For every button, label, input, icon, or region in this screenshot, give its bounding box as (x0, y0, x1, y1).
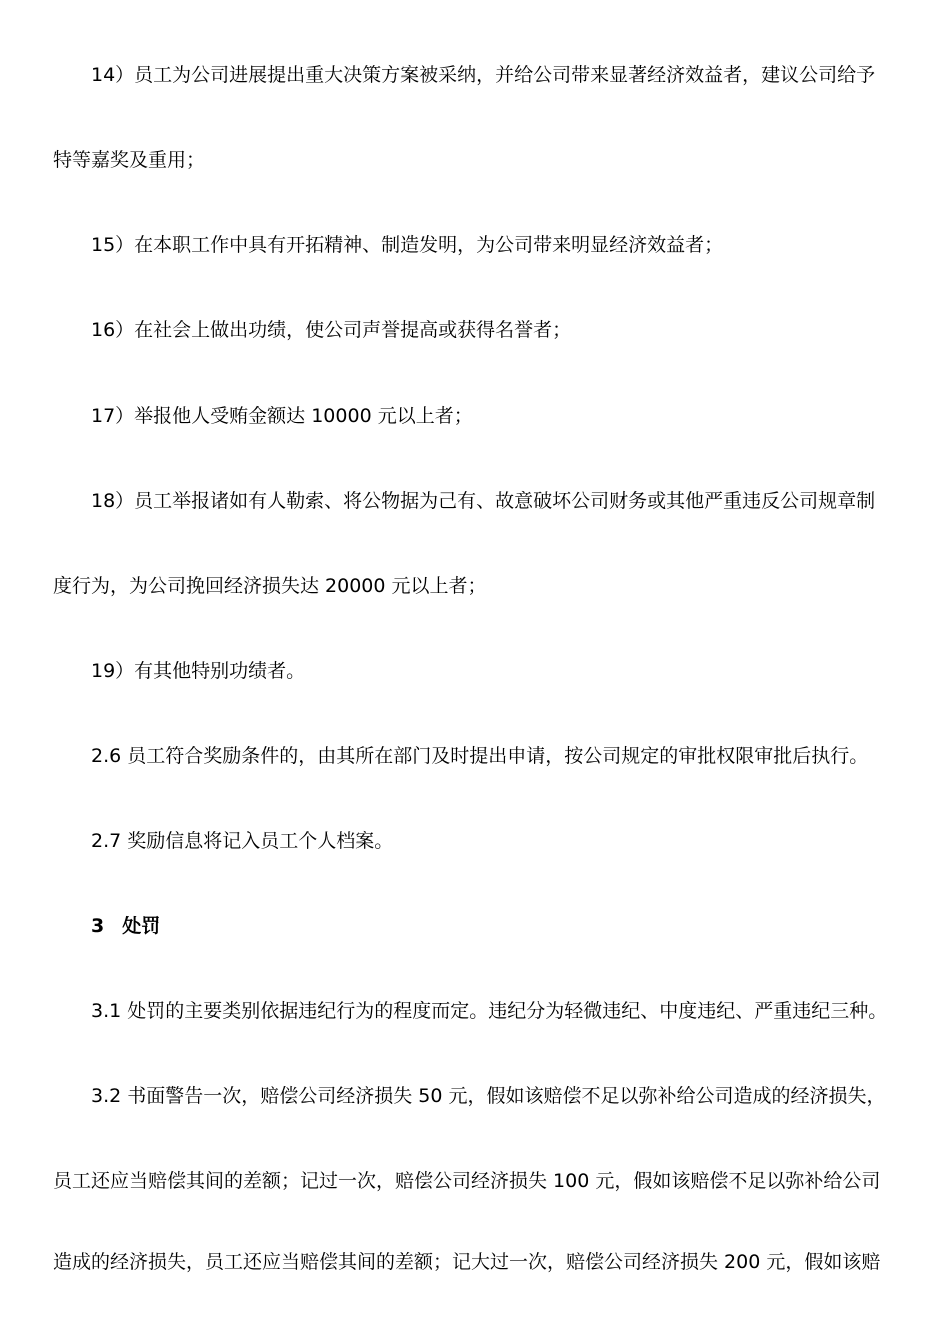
paragraph-line: 17）举报他人受贿金额达 10000 元以上者； (91, 405, 473, 427)
paragraph-line: 员工还应当赔偿其间的差额；记过一次，赔偿公司经济损失 100 元，假如该赔偿不足以弥补给公司 (53, 1170, 881, 1192)
paragraph-line: 3.1 处罚的主要类别依据违纪行为的程度而定。违纪分为轻微违纪、中度违纪、严重违纪三种。 (91, 1000, 888, 1022)
paragraph-line: 18）员工举报诸如有人勒索、将公物据为己有、故意破坏公司财务或其他严重违反公司规章制 (91, 490, 876, 512)
paragraph-line: 16）在社会上做出功绩，使公司声誉提高或获得名誉者； (91, 319, 572, 341)
section-number: 3 (91, 915, 105, 937)
paragraph-line: 19）有其他特别功绩者。 (91, 660, 306, 682)
paragraph-line: 2.7 奖励信息将记入员工个人档案。 (91, 830, 394, 852)
paragraph-line: 度行为，为公司挽回经济损失达 20000 元以上者； (53, 575, 487, 597)
paragraph-line: 3.2 书面警告一次，赔偿公司经济损失 50 元，假如该赔偿不足以弥补给公司造成的经济损失， (91, 1085, 886, 1107)
paragraph-line: 造成的经济损失，员工还应当赔偿其间的差额；记大过一次，赔偿公司经济损失 200 元，假如该赔 (53, 1251, 881, 1273)
section-title: 处罚 (122, 915, 161, 937)
paragraph-line: 14）员工为公司进展提出重大决策方案被采纳，并给公司带来显著经济效益者，建议公司给予 (91, 64, 876, 86)
paragraph-line: 15）在本职工作中具有开拓精神、制造发明，为公司带来明显经济效益者； (91, 234, 724, 256)
paragraph-line: 2.6 员工符合奖励条件的，由其所在部门及时提出申请，按公司规定的审批权限审批后执行。 (91, 745, 869, 767)
paragraph-line: 特等嘉奖及重用； (53, 149, 206, 171)
section-heading (91, 913, 160, 939)
